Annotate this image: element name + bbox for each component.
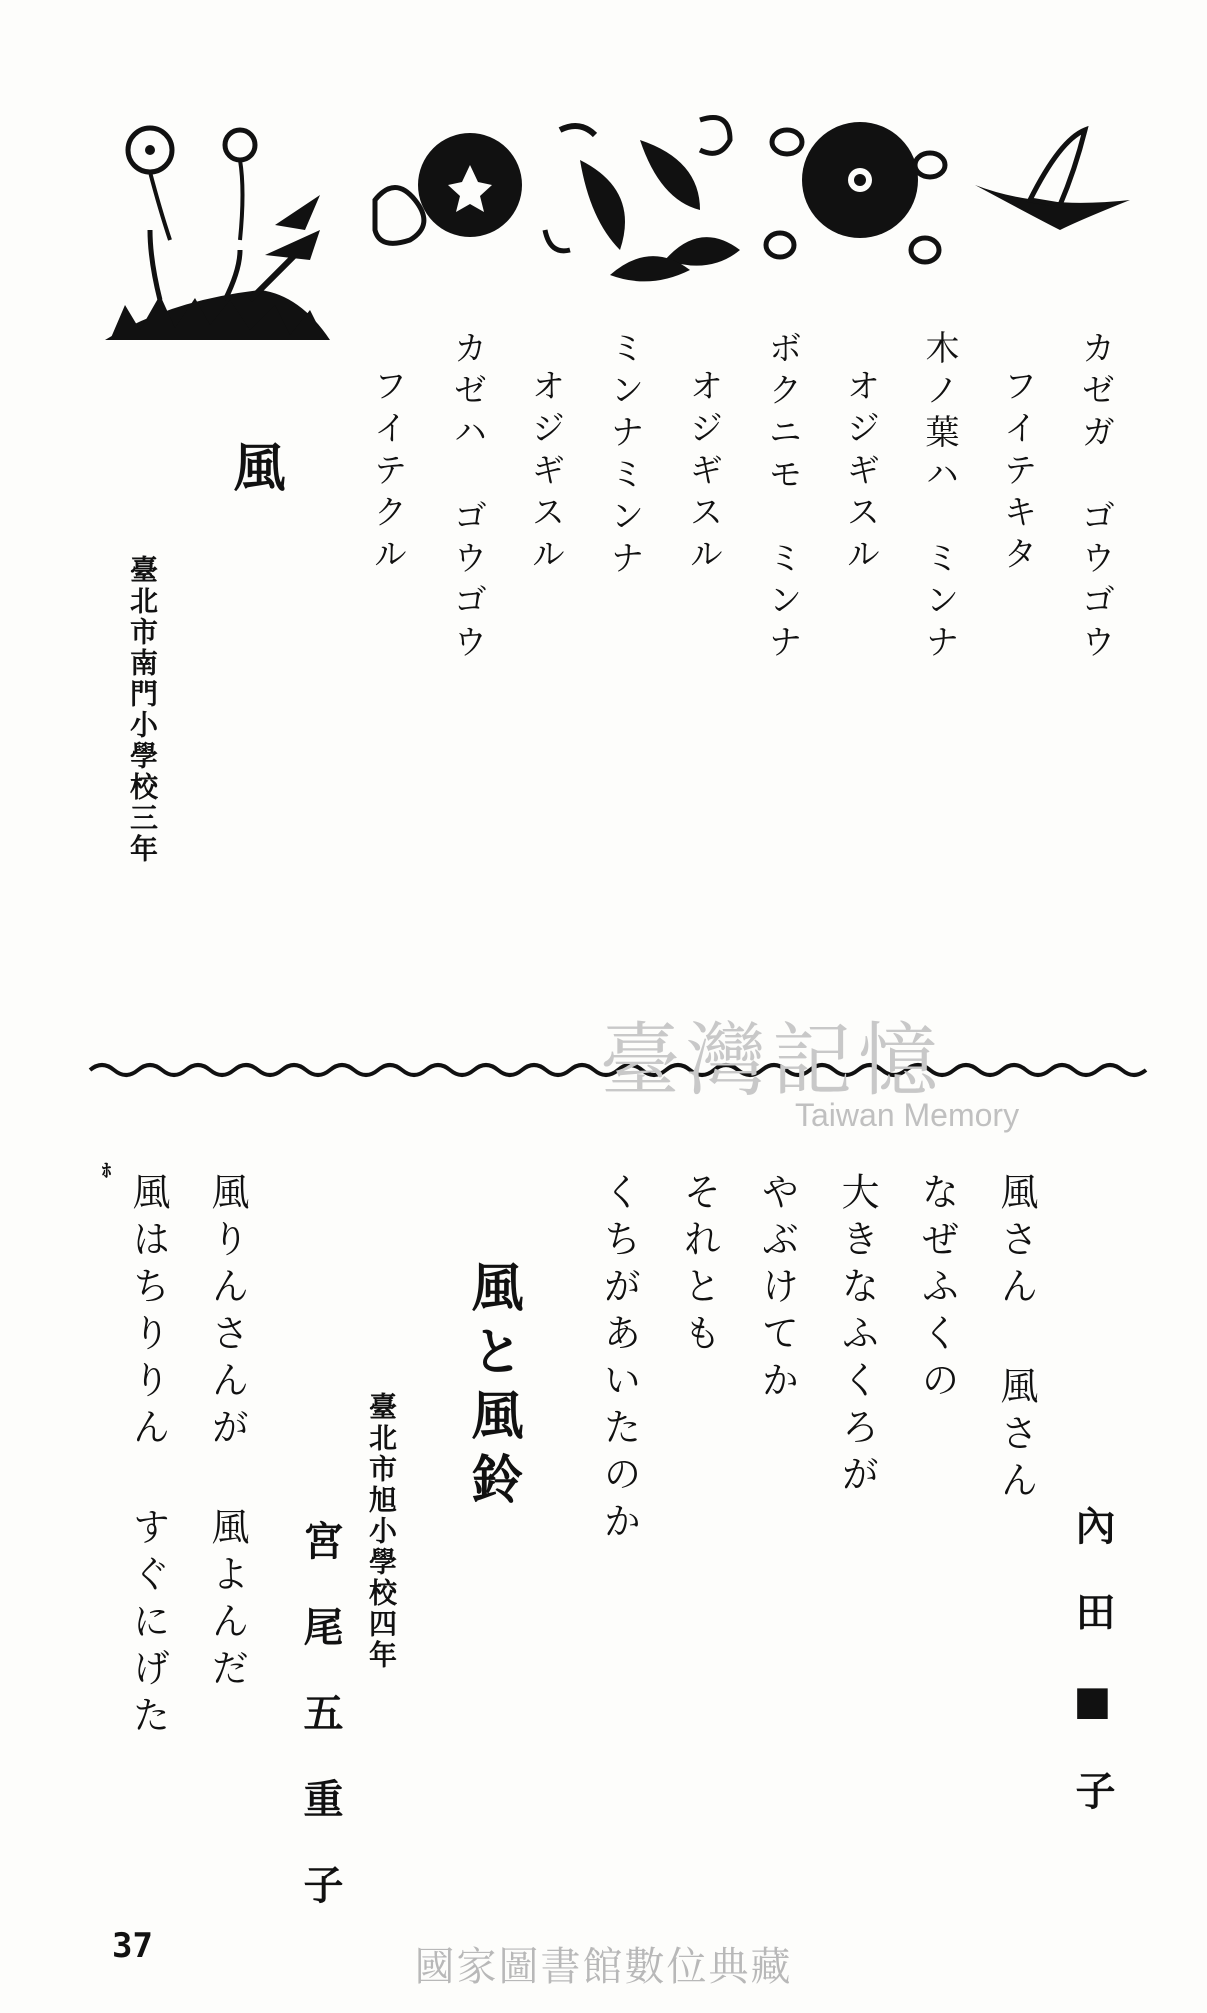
poem1-title: 風	[224, 440, 285, 504]
poem1-line-6: オジギスル	[683, 368, 723, 578]
poem1-line-7: ミンナミンナ	[604, 330, 644, 582]
poem1-line-5: ボクニモ ミンナ	[762, 330, 802, 666]
poem1-line-2: フイテキタ	[997, 368, 1037, 578]
poem1-line-9: カゼハ ゴウゴウ	[447, 330, 487, 666]
poem2-line-3: 大きなふくろが	[835, 1172, 879, 1501]
poem3-school: 臺北市旭小學校四年	[365, 1392, 398, 1671]
poem1-line-10: フイテクル	[367, 368, 407, 578]
poem1-line-8: オジギスル	[525, 368, 565, 578]
page-number: 37	[112, 1926, 153, 1966]
poem3-title: 風と風鈴	[462, 1260, 523, 1516]
floral-header-decoration	[0, 100, 1207, 360]
poem1-line-1: カゼガ ゴウゴウ	[1075, 330, 1115, 666]
poem2-line-5: それとも	[677, 1172, 721, 1360]
poem1-line-3: 木ノ葉ハ ミンナ	[919, 330, 959, 666]
poem2-line-1: 風さん 風さん	[994, 1172, 1038, 1507]
watermark-english-text: Taiwan Memory	[795, 1097, 1020, 1133]
watermark-logo-text: 臺灣記憶	[600, 1014, 944, 1107]
poem2-author: 內田■子	[1069, 1505, 1116, 1856]
poem2-line-2: なぜふくの	[915, 1172, 959, 1407]
poem3-line-2: 風はちりりん すぐにげた	[126, 1172, 170, 1742]
margin-mark: ﾎ	[102, 1161, 111, 1182]
poem1-school: 臺北市南門小學校三年	[126, 555, 159, 865]
poem2-line-4: やぶけてか	[755, 1172, 799, 1407]
poem3-line-1: 風りんさんが 風よんだ	[205, 1172, 249, 1695]
poem3-author: 宮尾五重子	[297, 1520, 344, 1950]
library-footer: 國家圖書館數位典藏	[414, 1944, 793, 1990]
poem2-line-6: くちがあいたのか	[597, 1172, 641, 1548]
poem1-line-4: オジギスル	[840, 368, 880, 578]
